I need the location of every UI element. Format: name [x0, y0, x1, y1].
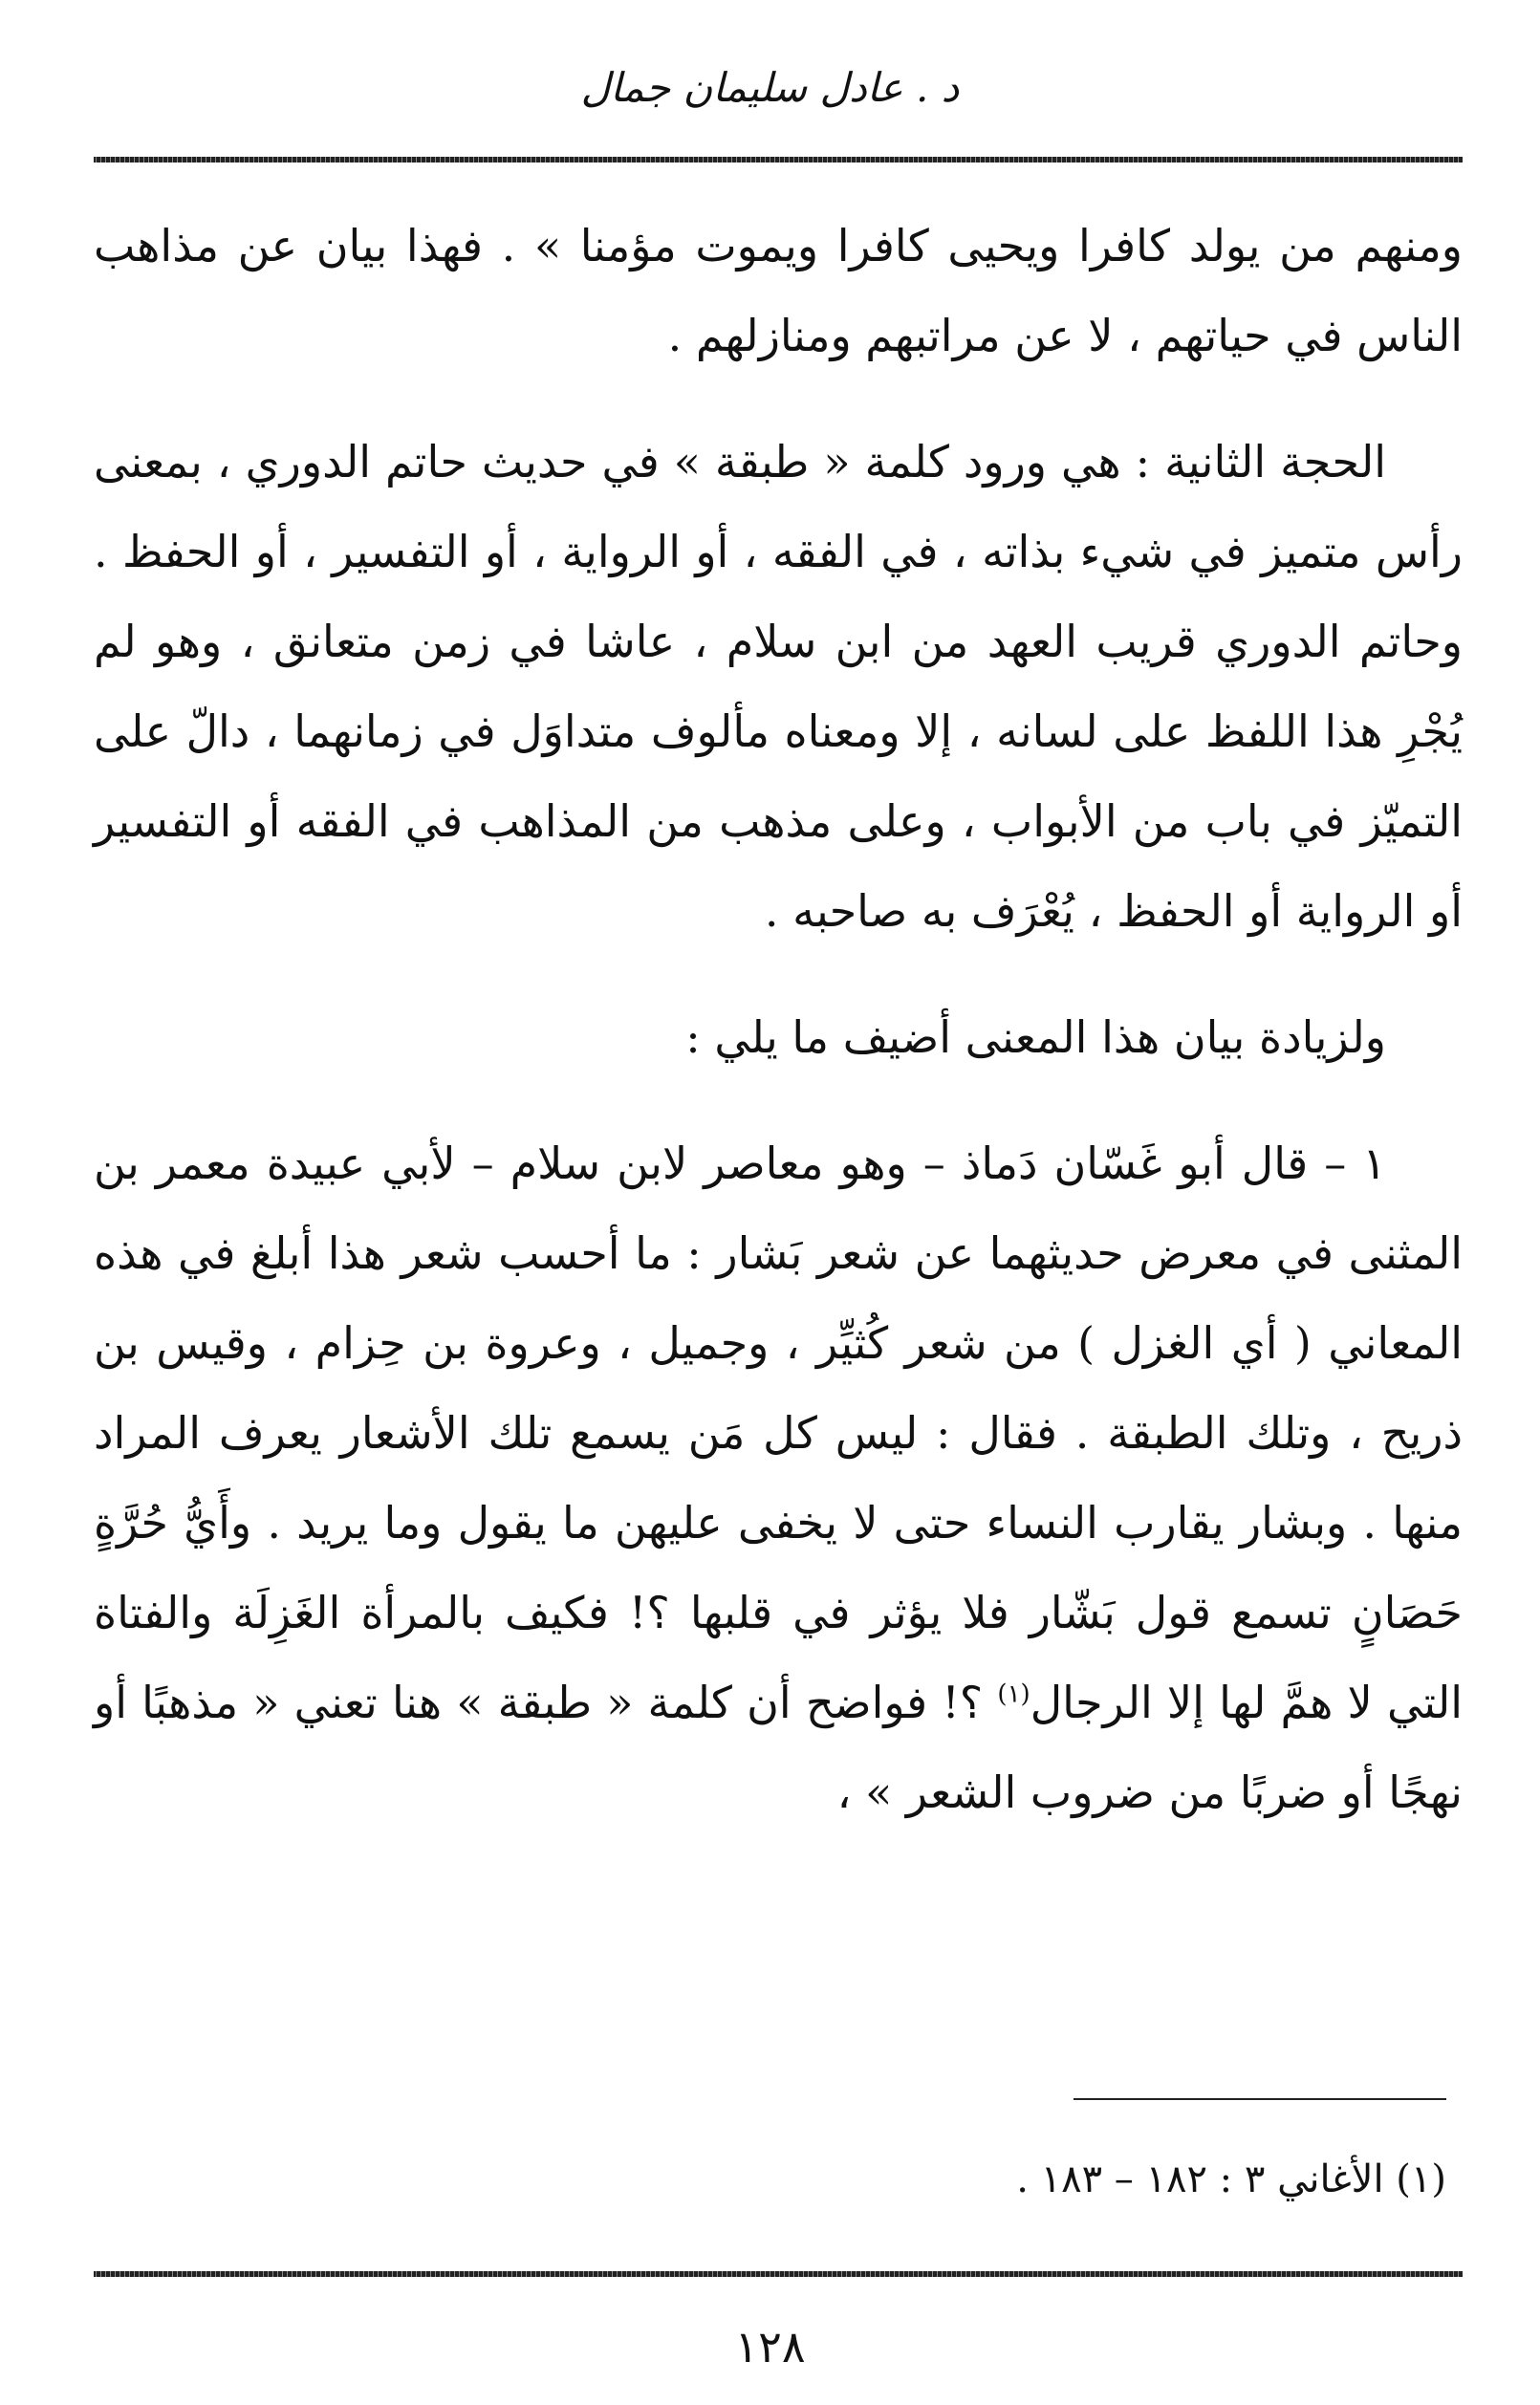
paragraph-continuation: ومنهم من يولد كافرا ويحيى كافرا ويموت مؤمنا » . فهذا بيان عن مذاهب الناس في حياتهم ، لا عن مراتبهم ومنازلهم .	[94, 220, 1463, 361]
paragraph-item-1	[94, 1118, 1463, 1837]
paragraph-intro-list: ولزيادة بيان هذا المعنى أضيف ما يلي :	[685, 1011, 1386, 1063]
item-1-text-part-a: ١ – قال أبو غَسّان دَماذ – وهو معاصر لابن سلام – لأبي عبيدة معمر بن المثنى في معرض حديثهما عن شعر بَشار : ما أحسب شعر هذا أبلغ في هذه المعاني ( أي الغزل ) من شعر كُثيِّر ، وجميل ، وعروة بن حِزام ، وقيس بن ذريح ، وتلك الطبقة . فقال : ليس كل مَن يسمع تلك الأشعار يعرف المراد منها . وبشار يقارب النساء حتى لا يخفى عليهن ما يقول وما يريد . وأَيُّ حُرَّةٍ حَصَانٍ تسمع قول بَشّار فلا يؤثر في قلبها ؟! فكيف بالمرأة الغَزِلَة والفتاة التي لا همَّ لها إلا الرجال	[94, 1138, 1463, 1728]
item-1-text-part-b: ؟! فواضح أن كلمة « طبقة » هنا تعني « مذهبًا أو نهجًا أو ضربًا من ضروب الشعر » ،	[94, 1677, 1463, 1818]
page-number: ١٢٨	[734, 2321, 806, 2372]
footer-divider	[94, 2271, 1463, 2277]
footnote-1: (١) الأغاني ٣ : ١٨٢ – ١٨٣ .	[1016, 2157, 1446, 2201]
header-divider	[94, 157, 1463, 162]
footnote-marker-1: (١)	[997, 1679, 1030, 1709]
paragraph-second-argument: الحجة الثانية : هي ورود كلمة « طبقة » في حديث حاتم الدوري ، بمعنى رأس متميز في شيء بذاته ، في الفقه ، أو الرواية ، أو التفسير ، أو الحفظ . وحاتم الدوري قريب العهد من ابن سلام ، عاشا في زمن متعانق ، وهو لم يُجْرِ هذا اللفظ على لسانه ، إلا ومعناه مألوف متداوَل في زمانهما ، دالّ على التميّز في باب من الأبواب ، وعلى مذهب من المذاهب في الفقه أو التفسير أو الرواية أو الحفظ ، يُعْرَف به صاحبه .	[94, 436, 1463, 937]
running-header-author: د . عادل سليمان جمال	[580, 64, 960, 111]
footnote-separator	[1074, 2098, 1446, 2100]
main-text	[94, 201, 1463, 1837]
